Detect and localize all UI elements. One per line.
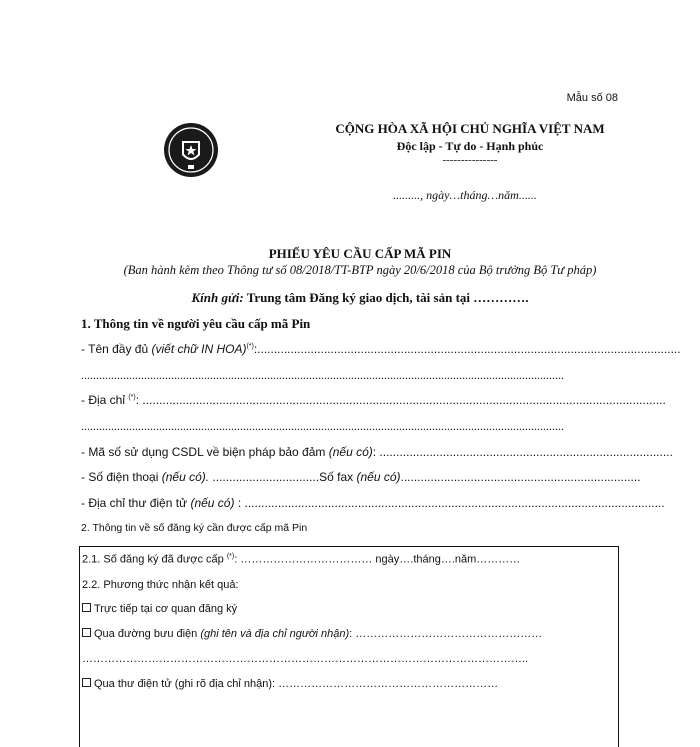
header-divider: --------------- [442, 154, 498, 166]
recipient-label: Kính gửi: [191, 290, 244, 305]
checkbox-email[interactable] [82, 678, 91, 687]
required-mark: (*) [246, 343, 254, 350]
address-continuation[interactable]: ................................................................................................................................................................. [81, 419, 564, 433]
option-email-label: Qua thư điện tử (ghi rõ địa chỉ nhận): [94, 678, 279, 690]
registration-box [79, 546, 619, 747]
option-post[interactable]: Qua đường bưu điện (ghi tên và địa chỉ người nhận): …………………………………………… [82, 628, 612, 640]
fax-hint: (nếu có) [356, 470, 401, 484]
email-field[interactable]: - Địa chỉ thư điện tử (nếu có) : .............................................................................................................................. [81, 496, 665, 510]
registration-date: ngày….tháng….năm………… [375, 553, 521, 566]
option-direct[interactable] [82, 603, 237, 615]
date-line: ........., ngày…tháng…năm...... [393, 188, 537, 202]
full-name-label: - Tên đầy đủ [81, 342, 152, 356]
checkbox-post[interactable] [82, 628, 91, 637]
section2-title: 2. Thông tin về số đăng ký cần được cấp mã Pin [81, 522, 308, 534]
full-name-field[interactable]: - Tên đầy đủ (viết chữ IN HOA)(*):............................................................................................................................... [81, 342, 681, 356]
country-name: CỘNG HÒA XÃ HỘI CHỦ NGHĨA VIỆT NAM [335, 121, 605, 136]
registration-label: 2.1. Số đăng ký đã được cấp [82, 553, 227, 566]
csdl-code-field[interactable]: - Mã số sử dụng CSDL về biện pháp bảo đảm (nếu có): ........................................................................................ [81, 445, 673, 459]
section1-title: 1. Thông tin về người yêu cầu cấp mã Pin [81, 316, 311, 331]
csdl-hint: (nếu có) [328, 445, 373, 459]
recipient-value: Trung tâm Đăng ký giao dịch, tài sản tại …………. [246, 290, 529, 305]
option-post-label: Qua đường bưu điện [94, 628, 201, 640]
form-code: Mẫu số 08 [566, 92, 618, 104]
phone-fax-field[interactable]: - Số điện thoại (nếu có). ................................Số fax (nếu có)........................................................................ [81, 470, 641, 484]
address-field[interactable]: - Địa chỉ (*): ............................................................................................................................................................. [81, 393, 666, 407]
registration-number-field[interactable]: 2.1. Số đăng ký đã được cấp (*): ……………………………… ngày….tháng….năm………… [82, 553, 521, 566]
csdl-label: - Mã số sử dụng CSDL về biện pháp bảo đảm [81, 445, 329, 459]
email-label: - Địa chỉ thư điện tử [81, 496, 191, 510]
document-title: PHIẾU YÊU CẦU CẤP MÃ PIN [268, 246, 452, 261]
full-name-continuation[interactable]: ................................................................................................................................................................. [81, 368, 564, 382]
vietnam-justice-emblem-icon [162, 121, 220, 179]
receive-method-label: 2.2. Phương thức nhận kết quả: [82, 579, 239, 591]
email-hint: (nếu có) [190, 496, 235, 510]
checkbox-direct[interactable] [82, 603, 91, 612]
option-post-hint: (ghi tên và địa chỉ người nhận) [200, 628, 350, 640]
post-address-continuation[interactable]: ………………………………………………………………………………………………………….. [82, 653, 529, 665]
option-direct-label: Trực tiếp tại cơ quan đăng ký [94, 603, 238, 615]
recipient-line [60, 290, 660, 306]
document-subtitle: (Ban hành kèm theo Thông tư số 08/2018/TT-BTP ngày 20/6/2018 của Bộ trưởng Bộ Tư pháp) [123, 263, 597, 277]
national-header [290, 121, 650, 137]
phone-label: - Số điện thoại [81, 470, 162, 484]
fax-label: Số fax [319, 470, 357, 484]
required-mark: (*) [128, 394, 136, 401]
address-label: - Địa chỉ [81, 393, 129, 407]
option-email[interactable]: Qua thư điện tử (ghi rõ địa chỉ nhận): …………………………………………………… [82, 678, 612, 690]
full-name-hint: (viết chữ IN HOA) [151, 342, 247, 356]
required-mark: (*) [226, 553, 235, 560]
national-motto: Độc lập - Tự do - Hạnh phúc [396, 139, 544, 153]
phone-hint: (nếu có). [161, 470, 210, 484]
